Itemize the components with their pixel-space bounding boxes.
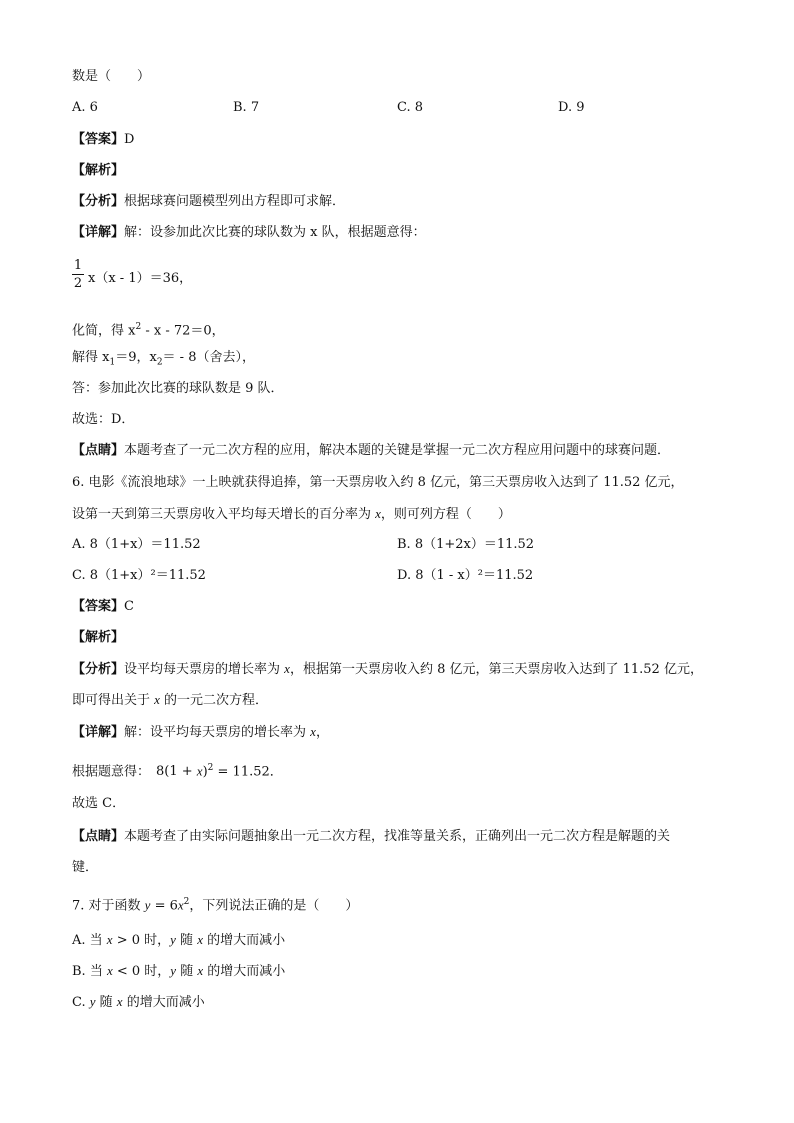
q7-stem-b: ，下列说法正确的是（ ） [189,898,359,914]
q5-analysis-heading [72,162,124,180]
answer-value: D [124,132,135,147]
q6-option-d: D. 8（1 - x）²＝11.52 [397,568,534,583]
simplify-post: - x - 72＝0， [141,323,225,339]
dianjing-text: 本题考查了由实际问题抽象出一元二次方程，找准等量关系，正确列出一元二次方程是解题的关 [124,829,671,844]
var-x: x [284,661,290,676]
fenxi-text: 根据球赛问题模型列出方程即可求解． [124,194,346,209]
suffix-mid: 随 [95,995,117,1010]
var-x: x [196,763,203,779]
opt-a-pre: A. 当 [72,933,107,948]
dianjing-tag: 【点睛】 [72,443,125,458]
xiangjie-text: 解：设参加此次比赛的球队数为 x 队，根据题意得： [124,225,426,240]
simplify-pre: 化简，得 x [72,323,136,339]
answer-tag: 【答案】 [72,599,125,614]
dianjing-tag: 【点睛】 [72,829,125,844]
var-x: x [116,994,123,1009]
xiangjie-end: ， [315,725,329,740]
suffix-end: 的增大而减小 [203,964,286,979]
opt-c-pre: C. [72,995,90,1010]
suffix-end: 的增大而减小 [122,995,205,1010]
q6-analysis-heading [72,629,124,647]
q5-fenxi-line [72,193,345,211]
q5-option-b: B. 7 [233,100,260,115]
q6-stem-var: x [375,506,381,521]
q6-dianjing-line1 [72,828,670,846]
q6-choose: 故选 C． [72,796,126,811]
q5-equation-rest: x（x - 1）＝36， [88,271,193,286]
q5-answer-line [72,131,134,149]
fn-eq: = 6 [150,898,178,914]
q6-fenxi-line1 [72,660,703,679]
q6-option-b: B. 8（1+2x）＝11.52 [397,537,535,552]
fn-x: x [177,897,184,913]
var-y: y [89,994,96,1009]
simplify-sup: 2 [135,322,142,332]
var-y: y [170,932,176,947]
eq-a: 8(1 + [156,764,197,780]
xiangjie-text: 解：设平均每天票房的增长率为 [124,725,311,740]
fenxi-b: ，根据第一天票房收入约 8 亿元，第三天票房收入达到了 11.52 亿元， [289,662,703,677]
q5-option-d: D. 9 [558,100,585,115]
solve-c: ＝ - 8（舍去）， [162,350,255,365]
fenxi-line2-a: 即可得出关于 [72,693,155,708]
fenxi-line2-b: 的一元二次方程． [159,693,269,708]
q6-equation-line [72,759,283,781]
var-x: x [197,932,203,947]
var-x: x [106,932,113,947]
q7-option-c [72,993,205,1012]
fenxi-tag: 【分析】 [72,194,125,209]
analysis-heading: 【解析】 [72,163,125,178]
q6-stem-line2 [72,505,511,524]
opt-b-pre: B. 当 [72,964,107,979]
fn-y: y [144,897,151,913]
q6-option-c: C. 8（1+x）²＝11.52 [72,568,206,583]
q5-option-c: C. 8 [397,100,424,115]
xiangjie-tag: 【详解】 [72,725,125,740]
var-x: x [154,692,160,707]
fn-sup: 2 [183,897,190,907]
q6-stem-a: 设第一天到第三天票房收入平均每天增长的百分率为 [72,507,376,522]
q7-option-b [72,962,285,981]
xiangjie-tag: 【详解】 [72,225,125,240]
q5-option-a: A. 6 [72,100,98,115]
q5-choose: 故选：D． [72,412,135,427]
solve-a: 解得 x [72,350,110,365]
fraction-bar [72,274,84,275]
suffix-mid: 随 [175,933,198,948]
fenxi-tag: 【分析】 [72,662,125,677]
opt-a-cond: > 0 时， [112,933,171,948]
q5-conclusion: 答：参加此次比赛的球队数是 9 队． [72,381,284,396]
solve-sub2: 2 [156,357,163,368]
analysis-heading: 【解析】 [72,630,125,645]
q7-stem [72,893,358,915]
q6-stem-b: ，则可列方程（ ） [380,507,511,522]
answer-value: C [124,599,134,614]
eq-sup: 2 [207,763,214,773]
solve-b: ＝9，x [115,350,157,365]
fraction-numerator: 1 [73,258,83,273]
opt-b-cond: < 0 时， [112,964,171,979]
eq-intro: 根据题意得： [72,764,151,780]
solve-sub1: 1 [109,357,116,368]
q5-solve-line [72,349,255,372]
q5-stem-tail: 数是（ ） [72,69,151,84]
q5-simplify-line [72,318,225,340]
q6-xiangjie-line [72,723,329,742]
suffix-mid: 随 [176,964,198,979]
q6-stem-line1: 6. 电影《流浪地球》一上映就获得追捧，第一天票房收入约 8 亿元，第三天票房收入达到了 11.52 亿元， [72,475,684,490]
var-x: x [310,724,316,739]
q6-answer-line [72,598,134,616]
var-x: x [197,963,204,978]
fraction-denominator: 2 [73,276,83,291]
eq-b: ) [202,764,208,780]
answer-tag: 【答案】 [72,132,125,147]
q5-xiangjie-line [72,224,426,242]
fraction-one-half [72,258,84,291]
q6-option-a: A. 8（1+x）＝11.52 [72,537,201,552]
var-y: y [170,963,177,978]
suffix-end: 的增大而减小 [202,933,286,948]
q6-dianjing-line2: 键． [72,860,99,875]
fenxi-a: 设平均每天票房的增长率为 [124,662,285,677]
q7-stem-a: 7. 对于函数 [72,898,145,914]
q5-dianjing-line [72,442,670,460]
var-x: x [106,963,113,978]
eq-c: = 11.52． [213,764,283,780]
q6-fenxi-line2 [72,691,268,710]
dianjing-text: 本题考查了一元二次方程的应用，解决本题的关键是掌握一元二次方程应用问题中的球赛问题． [124,443,671,458]
q7-option-a [72,931,285,950]
